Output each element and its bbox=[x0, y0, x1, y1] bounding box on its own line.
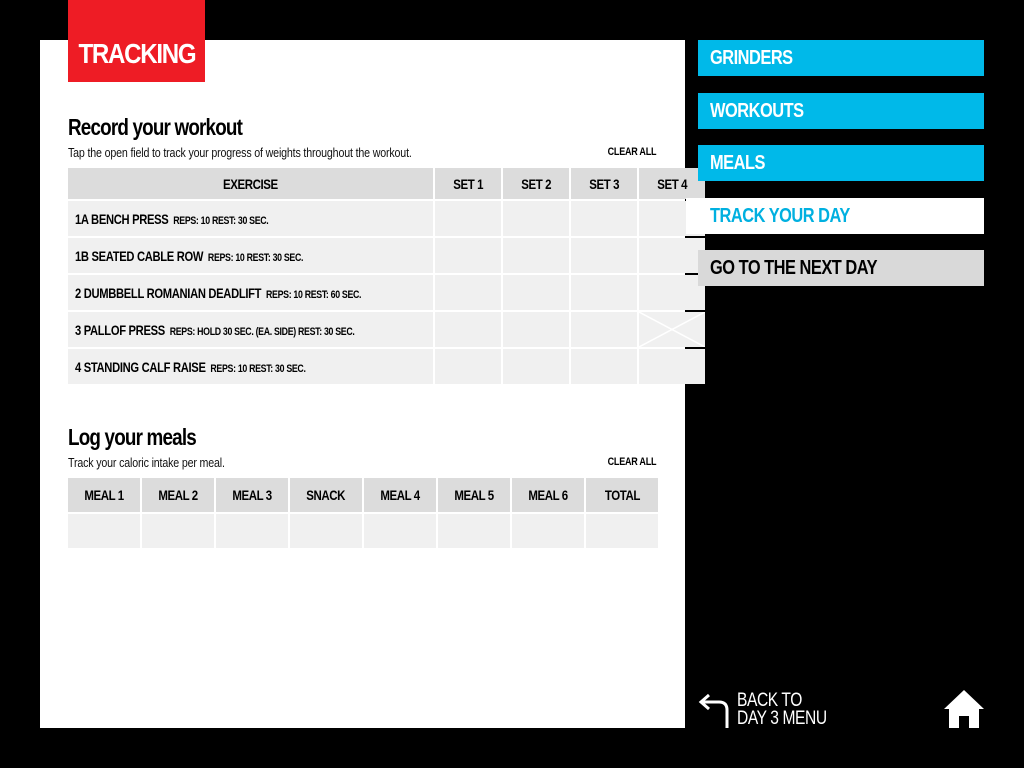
set-unavailable-cell bbox=[639, 312, 705, 347]
tracking-tab: TRACKING bbox=[68, 0, 205, 82]
go-to-next-day-button[interactable]: GO TO THE NEXT DAY bbox=[698, 250, 984, 286]
meals-table bbox=[66, 476, 660, 550]
workout-section-title: Record your workout bbox=[68, 114, 243, 140]
nav-grinders-button[interactable]: GRINDERS bbox=[698, 40, 984, 76]
meal-input-cell[interactable] bbox=[290, 514, 362, 548]
set-input-cell[interactable] bbox=[571, 312, 637, 347]
table-row bbox=[68, 312, 705, 347]
cross-out-icon bbox=[639, 312, 705, 347]
set-input-cell[interactable] bbox=[571, 275, 637, 310]
set-input-cell[interactable] bbox=[503, 349, 569, 384]
set-input-cell[interactable] bbox=[435, 201, 501, 236]
set-input-cell[interactable] bbox=[571, 201, 637, 236]
exercise-cell bbox=[68, 275, 433, 310]
set-input-cell[interactable] bbox=[503, 312, 569, 347]
exercise-cell bbox=[68, 201, 433, 236]
col-meal-3: MEAL 3 bbox=[216, 478, 288, 512]
meal-total-cell bbox=[586, 514, 658, 548]
nav-meals-button[interactable]: MEALS bbox=[698, 145, 984, 181]
exercise-detail: REPS: 10 REST: 30 SEC. bbox=[210, 362, 306, 375]
exercise-detail: REPS: 10 REST: 30 SEC. bbox=[173, 214, 269, 227]
set-input-cell[interactable] bbox=[639, 275, 705, 310]
col-set-4: SET 4 bbox=[639, 168, 705, 199]
table-row bbox=[68, 201, 705, 236]
meal-input-cell[interactable] bbox=[512, 514, 584, 548]
set-input-cell[interactable] bbox=[435, 349, 501, 384]
table-row bbox=[68, 349, 705, 384]
col-set-2: SET 2 bbox=[503, 168, 569, 199]
exercise-detail: REPS: 10 REST: 30 SEC. bbox=[207, 251, 304, 264]
col-meal-2: MEAL 2 bbox=[142, 478, 214, 512]
workout-table bbox=[66, 166, 707, 386]
col-set-3: SET 3 bbox=[571, 168, 637, 199]
meal-input-cell[interactable] bbox=[438, 514, 510, 548]
meal-input-cell[interactable] bbox=[364, 514, 436, 548]
workout-table-header bbox=[68, 168, 705, 199]
back-label: BACK TO DAY 3 MENU bbox=[737, 690, 827, 729]
exercise-name: 1A BENCH PRESS bbox=[75, 210, 169, 227]
set-input-cell[interactable] bbox=[571, 349, 637, 384]
table-row bbox=[68, 275, 705, 310]
col-total: TOTAL bbox=[586, 478, 658, 512]
meals-clear-all-button[interactable]: CLEAR ALL bbox=[607, 456, 656, 468]
home-icon[interactable] bbox=[942, 688, 986, 730]
workout-section-subtitle: Tap the open field to track your progress of weights throughout the workout. bbox=[68, 145, 412, 160]
col-meal-4: MEAL 4 bbox=[364, 478, 436, 512]
exercise-detail: REPS: HOLD 30 SEC. (EA. SIDE) REST: 30 SEC. bbox=[169, 325, 355, 338]
col-meal-6: MEAL 6 bbox=[512, 478, 584, 512]
meal-input-cell[interactable] bbox=[216, 514, 288, 548]
set-input-cell[interactable] bbox=[435, 312, 501, 347]
nav-track-your-day-button[interactable]: TRACK YOUR DAY bbox=[686, 198, 984, 234]
workout-clear-all-button[interactable]: CLEAR ALL bbox=[607, 146, 656, 158]
exercise-name: 1B SEATED CABLE ROW bbox=[75, 247, 204, 264]
meals-section-subtitle: Track your caloric intake per meal. bbox=[68, 455, 225, 470]
meals-table-header bbox=[68, 478, 658, 512]
col-snack: SNACK bbox=[290, 478, 362, 512]
meals-section-title: Log your meals bbox=[68, 424, 196, 450]
col-meal-5: MEAL 5 bbox=[438, 478, 510, 512]
set-input-cell[interactable] bbox=[503, 275, 569, 310]
nav-workouts-button[interactable]: WORKOUTS bbox=[698, 93, 984, 129]
col-set-1: SET 1 bbox=[435, 168, 501, 199]
col-exercise: EXERCISE bbox=[68, 168, 433, 199]
exercise-cell bbox=[68, 312, 433, 347]
exercise-name: 3 PALLOF PRESS bbox=[75, 321, 165, 338]
table-row bbox=[68, 238, 705, 273]
exercise-cell bbox=[68, 349, 433, 384]
set-input-cell[interactable] bbox=[571, 238, 637, 273]
set-input-cell[interactable] bbox=[503, 201, 569, 236]
meal-input-cell[interactable] bbox=[142, 514, 214, 548]
back-arrow-icon bbox=[697, 692, 731, 730]
exercise-name: 4 STANDING CALF RAISE bbox=[75, 358, 206, 375]
table-row bbox=[68, 514, 658, 548]
set-input-cell[interactable] bbox=[435, 238, 501, 273]
exercise-name: 2 DUMBBELL ROMANIAN DEADLIFT bbox=[75, 284, 262, 301]
exercise-detail: REPS: 10 REST: 60 SEC. bbox=[266, 288, 362, 301]
meal-input-cell[interactable] bbox=[68, 514, 140, 548]
set-input-cell[interactable] bbox=[639, 238, 705, 273]
back-to-menu-button[interactable] bbox=[697, 692, 867, 732]
col-meal-1: MEAL 1 bbox=[68, 478, 140, 512]
set-input-cell[interactable] bbox=[639, 349, 705, 384]
exercise-cell bbox=[68, 238, 433, 273]
set-input-cell[interactable] bbox=[435, 275, 501, 310]
set-input-cell[interactable] bbox=[503, 238, 569, 273]
